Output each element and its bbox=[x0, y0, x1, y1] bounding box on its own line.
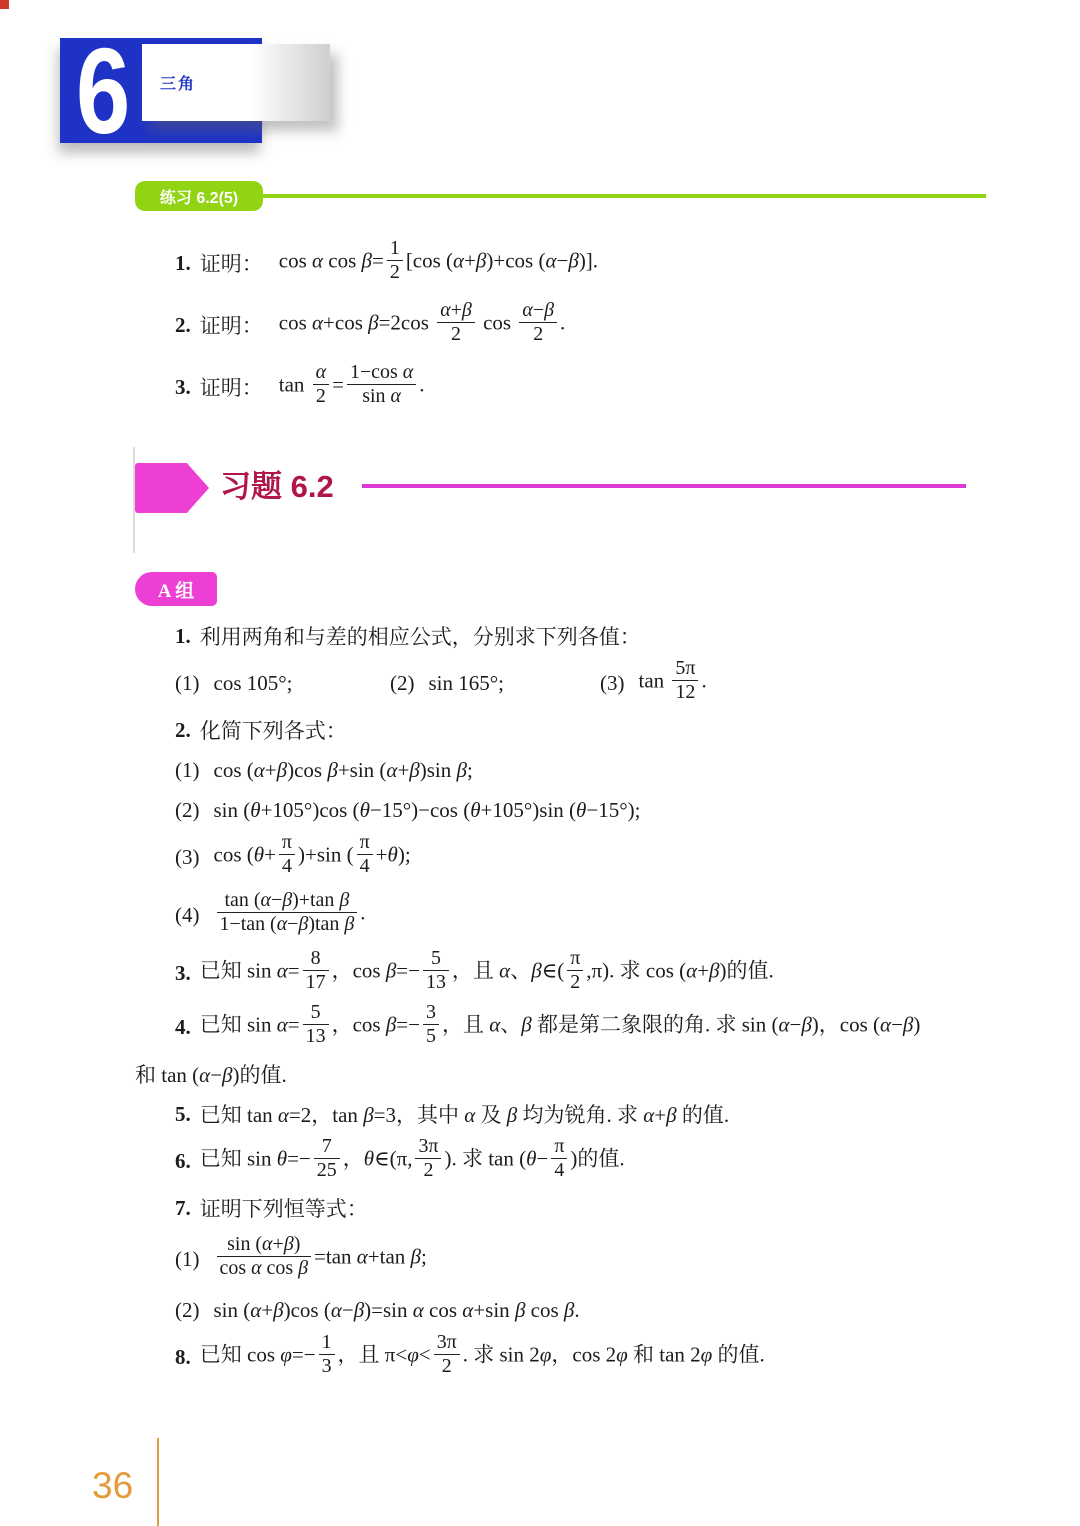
problem-number: 3. bbox=[175, 960, 191, 985]
math-expression: sin (α+β)cos (α−β)=sin α cos α+sin β cos β. bbox=[213, 1297, 580, 1322]
math-expression: 和 tan (α−β)的值. bbox=[135, 1063, 287, 1087]
problem-2 bbox=[175, 710, 995, 750]
math-expression: cos 105°; bbox=[213, 670, 293, 695]
math-expression: cos α cos β= $\frac{1}{2}$ [cos (α+β)+cos (α−β)]. bbox=[278, 237, 599, 283]
problem-number: 6. bbox=[175, 1148, 191, 1173]
sub-item-label: (1) bbox=[175, 670, 200, 695]
math-expression: sin (θ+105°)cos (θ−15°)−cos (θ+105°)sin (θ−15°); bbox=[213, 797, 641, 822]
problem-1 bbox=[175, 616, 995, 656]
page-edge-rule bbox=[157, 1438, 159, 1526]
proof-label: 证明： bbox=[199, 314, 263, 338]
sub-item-label: (2) bbox=[390, 670, 415, 695]
exercise-section-title: 习题 6.2 bbox=[220, 469, 334, 504]
page-number: 36 bbox=[92, 1465, 134, 1506]
sub-item-label: (1) bbox=[175, 1246, 200, 1271]
sub-item bbox=[600, 657, 707, 706]
chapter-number: 6 bbox=[76, 23, 131, 159]
problem-number: 2. bbox=[175, 717, 191, 742]
problem-5 bbox=[175, 1094, 995, 1134]
problem-text: 证明下列恒等式： bbox=[199, 1197, 368, 1221]
math-expression: 已知 sin α= $\frac{8}{17}$ ，cos β=− $\frac{5}{13}$ ，且 α、β∈( $\frac{\pi}{2}$ ,π). 求 cos (α+β)的值. bbox=[199, 947, 774, 993]
problem-number: 5. bbox=[175, 1101, 191, 1126]
problem-7 bbox=[175, 1188, 995, 1228]
practice-item bbox=[175, 356, 985, 418]
practice-item bbox=[175, 294, 985, 356]
sub-item-label: (1) bbox=[175, 757, 200, 782]
problem-text: 利用两角和与差的相应公式，分别求下列各值： bbox=[199, 625, 641, 649]
item-number: 1. bbox=[175, 250, 191, 275]
chapter-title: 三角 bbox=[160, 76, 197, 93]
item-number: 3. bbox=[175, 374, 191, 399]
math-expression: 已知 tan α=2，tan β=3，其中 α 及 β 均为锐角. 求 α+β 的值. bbox=[199, 1103, 730, 1127]
item-number: 2. bbox=[175, 312, 191, 337]
problem-number: 7. bbox=[175, 1195, 191, 1220]
chapter-title-card bbox=[142, 44, 330, 121]
practice-list bbox=[175, 232, 985, 418]
sub-item-label: (3) bbox=[175, 844, 200, 869]
math-expression: $\frac{\sin (\alpha+\beta)}{\text{cos α cos β}}$ =tan α+tan β; bbox=[214, 1236, 427, 1282]
sub-item-label: (4) bbox=[175, 902, 200, 927]
section-arrow-icon bbox=[135, 463, 209, 513]
exercise-rule bbox=[362, 484, 966, 488]
practice-rule bbox=[260, 194, 986, 198]
problem-4 bbox=[175, 1000, 995, 1054]
corner-mark bbox=[0, 0, 9, 9]
problem-1-subitems bbox=[175, 656, 995, 710]
problem-4-continuation bbox=[135, 1054, 995, 1094]
practice-item bbox=[175, 232, 985, 294]
math-expression: tan $\frac{\alpha}{2}$ = $\frac{\text{1−cos α}}{\text{sin α}}$ . bbox=[278, 361, 425, 407]
problem-number: 1. bbox=[175, 623, 191, 648]
problem-list bbox=[135, 616, 995, 1384]
sub-item bbox=[175, 671, 390, 696]
sub-item-label: (2) bbox=[175, 797, 200, 822]
math-expression: 已知 cos φ=− $\frac{1}{3}$ ，且 π<φ< $\frac{3\pi}{2}$ . 求 sin 2φ，cos 2φ 和 tan 2φ 的值. bbox=[199, 1331, 765, 1377]
problem-2-sub-3 bbox=[175, 830, 995, 884]
math-expression: sin 165°; bbox=[428, 670, 504, 695]
problem-3 bbox=[175, 946, 995, 1000]
problem-number: 4. bbox=[175, 1014, 191, 1039]
math-expression: cos (θ+ $\frac{\pi}{4}$ )+sin ( $\frac{\pi}{4}$ +θ); bbox=[213, 831, 411, 877]
group-a-badge: A 组 bbox=[135, 572, 217, 606]
math-expression: cos (α+β)cos β+sin (α+β)sin β; bbox=[213, 757, 473, 782]
problem-2-sub-1 bbox=[175, 750, 995, 790]
problem-6 bbox=[175, 1134, 995, 1188]
problem-7-sub-1 bbox=[175, 1228, 995, 1290]
proof-label: 证明： bbox=[199, 376, 263, 400]
sub-item-label: (3) bbox=[600, 670, 625, 695]
practice-banner: 练习 6.2(5) bbox=[135, 181, 263, 211]
math-expression: $\frac{\text{tan (α−β)+tan β}}{\text{1−tan (α−β)tan β}}$ . bbox=[214, 892, 366, 938]
problem-number: 8. bbox=[175, 1344, 191, 1369]
problem-8 bbox=[175, 1330, 995, 1384]
math-expression: 已知 sin α= $\frac{5}{13}$ ，cos β=− $\frac{3}{5}$ ，且 α、β 都是第二象限的角. 求 sin (α−β)，cos (α−β) bbox=[199, 1001, 921, 1047]
math-expression: cos α+cos β=2cos $\frac{\alpha+\beta}{2}$ cos $\frac{\alpha-\beta}{2}$ . bbox=[278, 299, 566, 345]
problem-text: 化简下列各式： bbox=[199, 719, 347, 743]
math-expression: tan $\frac{5\pi}{12}$ . bbox=[638, 657, 707, 703]
problem-7-sub-2 bbox=[175, 1290, 995, 1330]
sub-item bbox=[390, 671, 600, 696]
sub-item-label: (2) bbox=[175, 1297, 200, 1322]
problem-2-sub-2 bbox=[175, 790, 995, 830]
problem-2-sub-4 bbox=[175, 884, 995, 946]
proof-label: 证明： bbox=[199, 252, 263, 276]
math-expression: 已知 sin θ=− $\frac{7}{25}$ ，θ∈(π, $\frac{3\pi}{2}$ ). 求 tan (θ− $\frac{\pi}{4}$ )的值. bbox=[199, 1135, 625, 1181]
section-edge-shadow bbox=[133, 447, 135, 553]
